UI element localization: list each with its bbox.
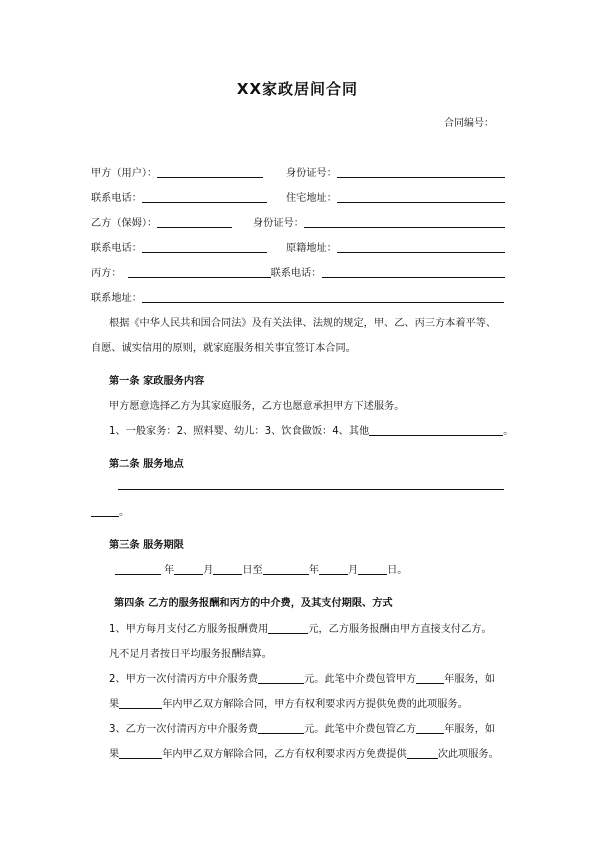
month-label: 月	[203, 565, 214, 576]
party-a-phone-row	[91, 189, 267, 204]
day-to-label: 日至	[242, 565, 263, 576]
article-1-heading: 第一条 家政服务内容	[109, 376, 205, 387]
party-c-phone-blank[interactable]	[322, 266, 505, 278]
contact-address-label: 联系地址：	[91, 293, 142, 304]
contact-address-blank[interactable]	[142, 291, 504, 303]
party-b-phone-row	[91, 239, 267, 254]
article-4-para-3	[109, 720, 495, 735]
party-b-agency-fee-blank[interactable]	[258, 722, 304, 734]
party-b-label: 乙方（保姆）：	[91, 218, 158, 229]
party-a-termination-years-blank[interactable]	[119, 697, 162, 709]
article-4-para-3-cont	[109, 745, 499, 760]
party-b-guarantee-years-blank[interactable]	[416, 722, 444, 734]
article-2-heading: 第二条 服务地点	[109, 459, 184, 470]
service-location-line-2	[91, 503, 129, 518]
year-label: 年	[308, 565, 319, 576]
party-b-id-row	[253, 214, 505, 229]
article-4-para-2-cont	[109, 695, 468, 710]
period-mark: 。	[119, 507, 130, 518]
party-a-agency-fee-text: 2、甲方一次付清丙方中介服务费	[109, 674, 259, 685]
party-a-id-label: 身份证号：	[286, 168, 337, 179]
origin-address-blank[interactable]	[337, 241, 505, 253]
if-text: 果	[109, 699, 120, 710]
monthly-fee-text: 1、甲方每月支付乙方服务报酬费用	[109, 624, 269, 635]
article-4-para-2	[109, 670, 495, 685]
party-b-phone-blank[interactable]	[142, 241, 267, 253]
party-a-termination-text: 年内甲乙双方解除合同，甲方有权利要求丙方提供免费的此项服务。	[162, 699, 468, 710]
start-month-blank[interactable]	[174, 563, 203, 575]
party-b-name-blank[interactable]	[157, 216, 232, 228]
service-location-line	[118, 478, 504, 491]
start-year-blank[interactable]	[115, 563, 161, 575]
service-location-blank-2[interactable]	[91, 505, 119, 517]
monthly-fee-blank[interactable]	[268, 622, 308, 634]
party-b-origin-row	[286, 239, 505, 254]
party-a-id-row	[286, 164, 505, 179]
party-a-phone-blank[interactable]	[142, 191, 267, 203]
article-1-para-2	[109, 422, 513, 437]
party-c-label: 丙方：	[91, 268, 122, 279]
party-a-agency-fee-blank[interactable]	[258, 672, 304, 684]
party-c-row	[91, 264, 505, 279]
period-mark: 。	[503, 426, 514, 437]
party-b-termination-text: 年内甲乙双方解除合同，乙方有权利要求丙方免费提供	[162, 749, 407, 760]
free-service-times-blank[interactable]	[407, 747, 438, 759]
party-a-guarantee-text: 元。此笔中介费包管甲方	[304, 674, 417, 685]
service-location-blank-1[interactable]	[118, 478, 504, 490]
service-period-line	[115, 561, 408, 576]
party-b-id-blank[interactable]	[304, 216, 505, 228]
intro-line-2: 自愿、诚实信用的原则，就家庭服务相关事宜签订本合同。	[91, 343, 356, 354]
party-a-guarantee-years-blank[interactable]	[416, 672, 444, 684]
party-c-name-blank[interactable]	[128, 266, 271, 278]
party-b-id-label: 身份证号：	[253, 218, 304, 229]
start-day-blank[interactable]	[213, 563, 242, 575]
day-label: 日。	[387, 565, 408, 576]
if-text: 果	[109, 749, 120, 760]
party-a-service-text: 年服务，如	[444, 674, 496, 685]
end-year-blank[interactable]	[263, 563, 309, 575]
service-items-text: 1、一般家务：2、照料婴、幼儿：3、饮食做饭：4、其他	[109, 426, 370, 437]
article-3-heading: 第三条 服务期限	[109, 540, 184, 551]
contact-address-row	[91, 289, 504, 304]
contract-number-label: 合同编号：	[444, 118, 494, 129]
month-label: 月	[347, 565, 359, 576]
home-address-label: 住宅地址：	[286, 193, 337, 204]
page-title: XX家政居间合同	[236, 80, 359, 98]
end-month-blank[interactable]	[319, 563, 348, 575]
party-a-name-blank[interactable]	[157, 166, 263, 178]
monthly-fee-text-2: 元，乙方服务报酬由甲方直接支付乙方。	[308, 624, 492, 635]
party-a-id-blank[interactable]	[337, 166, 505, 178]
article-1-para-1: 甲方愿意选择乙方为其家庭服务，乙方也愿意承担甲方下述服务。	[109, 401, 405, 412]
origin-address-label: 原籍地址：	[286, 243, 337, 254]
article-4-para-1-cont: 凡不足月者按日平均服务报酬结算。	[109, 649, 272, 660]
article-4-para-1	[109, 620, 492, 635]
end-day-blank[interactable]	[358, 563, 387, 575]
article-4-heading: 第四条 乙方的服务报酬和丙方的中介费，及其支付期限、方式	[114, 598, 393, 609]
party-a-phone-label: 联系电话：	[91, 193, 142, 204]
party-b-agency-fee-text: 3、乙方一次付清丙方中介服务费	[109, 724, 259, 735]
party-a-label: 甲方（用户）：	[91, 168, 158, 179]
party-b-row	[91, 214, 232, 229]
year-label: 年	[164, 565, 175, 576]
party-c-phone-label: 联系电话：	[270, 268, 322, 279]
party-b-termination-years-blank[interactable]	[119, 747, 162, 759]
free-service-text: 次此项服务。	[437, 749, 499, 760]
party-b-guarantee-text: 元。此笔中介费包管乙方	[304, 724, 417, 735]
other-services-blank[interactable]	[369, 424, 503, 436]
party-a-row	[91, 164, 263, 179]
home-address-blank[interactable]	[337, 191, 505, 203]
intro-line-1: 根据《中华人民共和国合同法》及有关法律、法规的规定，甲、乙、丙三方本着平等、	[109, 318, 497, 329]
party-a-address-row	[286, 189, 505, 204]
party-b-service-text: 年服务，如	[444, 724, 496, 735]
party-b-phone-label: 联系电话：	[91, 243, 142, 254]
